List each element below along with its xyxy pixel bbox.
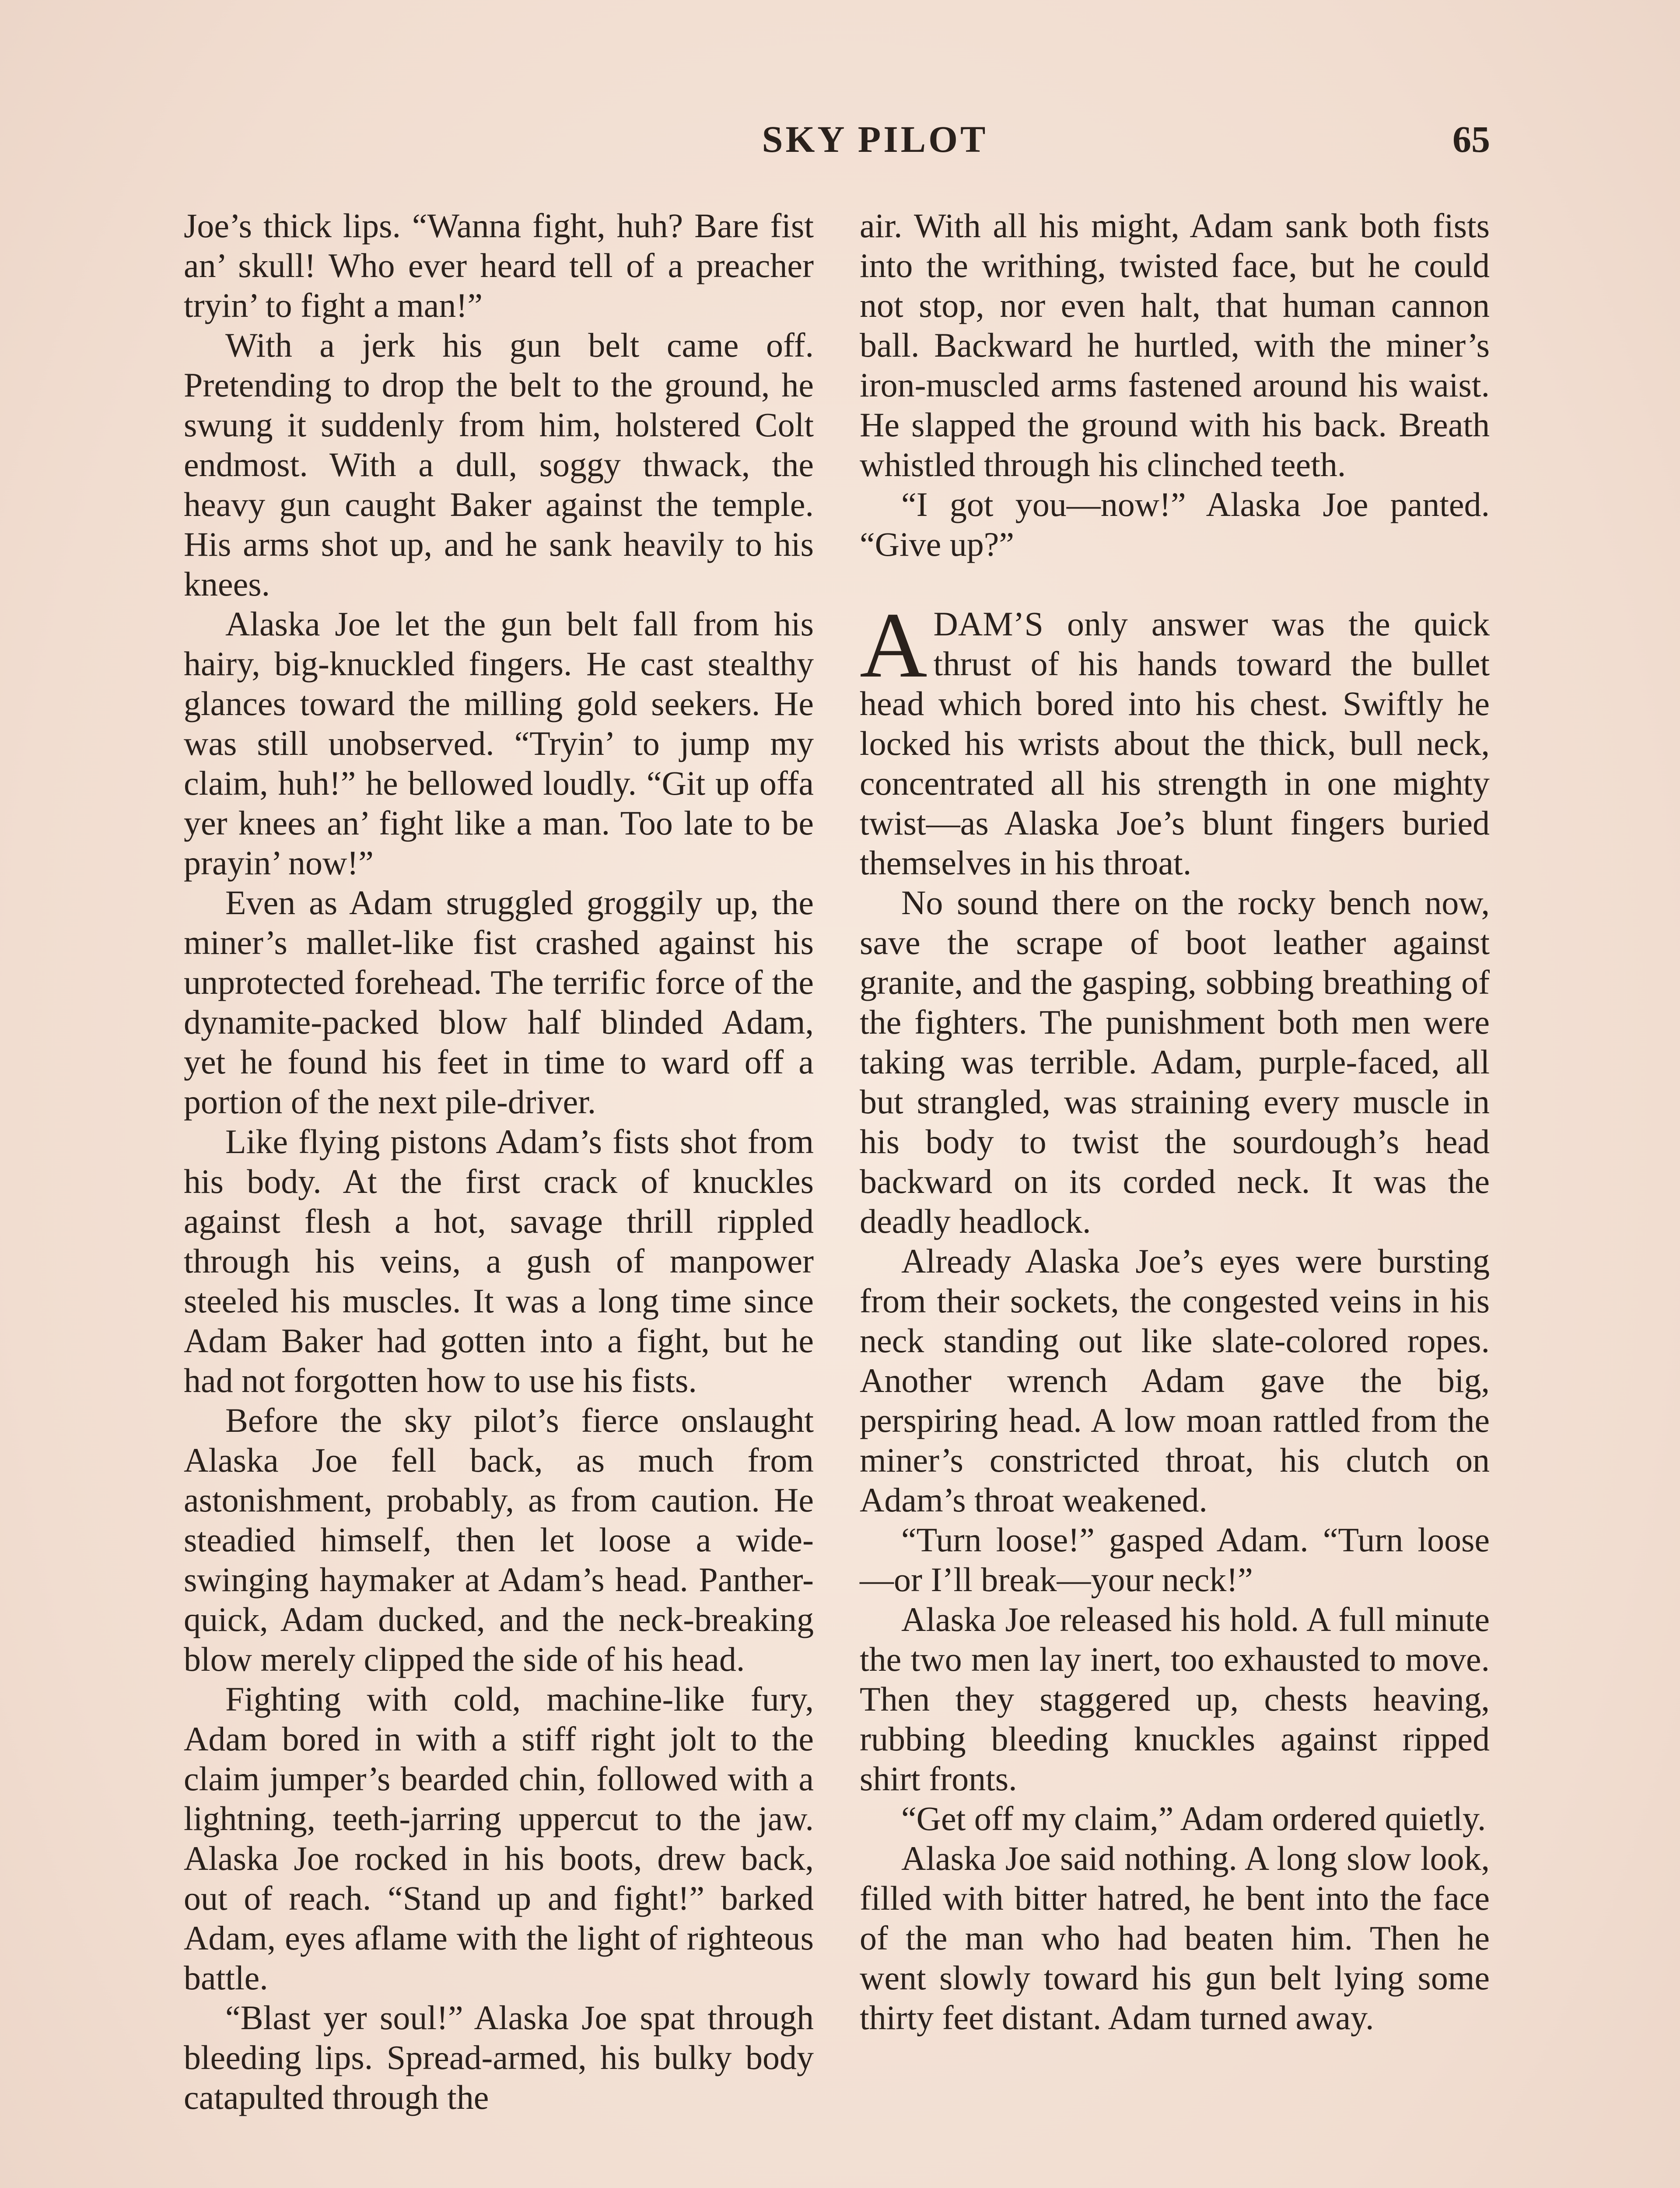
left-column bbox=[184, 206, 814, 2117]
paragraph: “Get off my claim,” Adam ordered quietly. bbox=[901, 1799, 1486, 1837]
drop-cap: A bbox=[860, 593, 928, 697]
paragraph: Like flying pistons Adam’s fists shot from his body. At the first crack of knuckles against flesh a hot, savage thrill rippled through his veins, a gush of manpower steeled his muscles. It was a long time since Adam Baker had gotten into a fight, but he had not forgotten how to use his fists. bbox=[184, 1122, 814, 1399]
paragraph: Alaska Joe let the gun belt fall from his hairy, big-knuckled fingers. He cast stealthy glances toward the milling gold seekers. He was still unobserved. “Tryin’ to jump my claim, huh!” he bellowed loudly. “Git up offa yer knees an’ fight like a man. Too late to be prayin’ now!” bbox=[184, 605, 814, 882]
paragraph: “I got you—now!” Alaska Joe panted. “Give up?” bbox=[860, 485, 1490, 563]
running-title: SKY PILOT bbox=[762, 118, 988, 160]
paragraph: With a jerk his gun belt came off. Pretending to drop the belt to the ground, he swung it suddenly from him, holstered Colt endmost. With a dull, soggy thwack, the heavy gun caught Baker against the temple. His arms shot up, and he sank heavily to his knees. bbox=[184, 326, 814, 603]
paragraph: Alaska Joe released his hold. A full minute the two men lay inert, too exhausted to move. Then they staggered up, chests heaving, rubbing bleeding knuckles against ripped shirt fronts. bbox=[860, 1600, 1490, 1798]
paragraph-text: DAM’S only answer was the quick thrust of his hands toward the bullet head which bored into his chest. Swiftly he locked his wrists about the thick, bull neck, concentrated all his strength in one mighty twist—as Alaska Joe’s blunt fingers buried themselves in his throat. bbox=[860, 605, 1490, 882]
paragraph: air. With all his might, Adam sank both fists into the writhing, twisted face, but he could not stop, nor even halt, that human cannon ball. Backward he hurtled, with the miner’s iron-muscled arms fastened around his waist. He slapped the ground with his back. Breath whistled through his clinched teeth. bbox=[860, 207, 1490, 484]
paragraph: “Blast yer soul!” Alaska Joe spat through bleeding lips. Spread-armed, his bulky body catapulted through the bbox=[184, 1999, 814, 2116]
paragraph: Already Alaska Joe’s eyes were bursting from their sockets, the congested veins in his neck standing out like slate-colored ropes. Another wrench Adam gave the big, perspiring head. A low moan rattled from the miner’s constricted throat, his clutch on Adam’s throat weakened. bbox=[860, 1242, 1490, 1519]
paragraph: Alaska Joe said nothing. A long slow look, filled with bitter hatred, he bent into the face of the man who had beaten him. Then he went slowly toward his gun belt lying some thirty feet distant. Adam turned away. bbox=[860, 1839, 1490, 2037]
paragraph: Even as Adam struggled groggily up, the miner’s mallet-like fist crashed against his unprotected forehead. The terrific force of the dynamite-packed blow half blinded Adam, yet he found his feet in time to ward off a portion of the next pile-driver. bbox=[184, 884, 814, 1121]
paragraph: “Turn loose!” gasped Adam. “Turn loose—or I’ll break—your neck!” bbox=[860, 1521, 1490, 1599]
paragraph: Before the sky pilot’s fierce onslaught Alaska Joe fell back, as much from astonishment, probably, as from caution. He steadied himself, then let loose a wide-swinging haymaker at Adam’s head. Panther-quick, Adam ducked, and the neck-breaking blow merely clipped the side of his head. bbox=[184, 1401, 814, 1678]
page-number: 65 bbox=[1452, 118, 1490, 160]
paragraph: No sound there on the rocky bench now, save the scrape of boot leather against granite, and the gasping, sobbing breathing of the fighters. The punishment both men were taking was terrible. Adam, purple-faced, all but strangled, was straining every muscle in his body to twist the sourdough’s head backward on its corded neck. It was the deadly headlock. bbox=[860, 884, 1490, 1240]
section-opening-paragraph bbox=[860, 593, 1490, 883]
right-column bbox=[860, 206, 1490, 2037]
paragraph: Joe’s thick lips. “Wanna fight, huh? Bare fist an’ skull! Who ever heard tell of a preacher tryin’ to fight a man!” bbox=[184, 207, 814, 324]
paragraph: Fighting with cold, machine-like fury, Adam bored in with a stiff right jolt to the claim jumper’s bearded chin, followed with a lightning, teeth-jarring uppercut to the jaw. Alaska Joe rocked in his boots, drew back, out of reach. “Stand up and fight!” barked Adam, eyes aflame with the light of righteous battle. bbox=[184, 1680, 814, 1997]
